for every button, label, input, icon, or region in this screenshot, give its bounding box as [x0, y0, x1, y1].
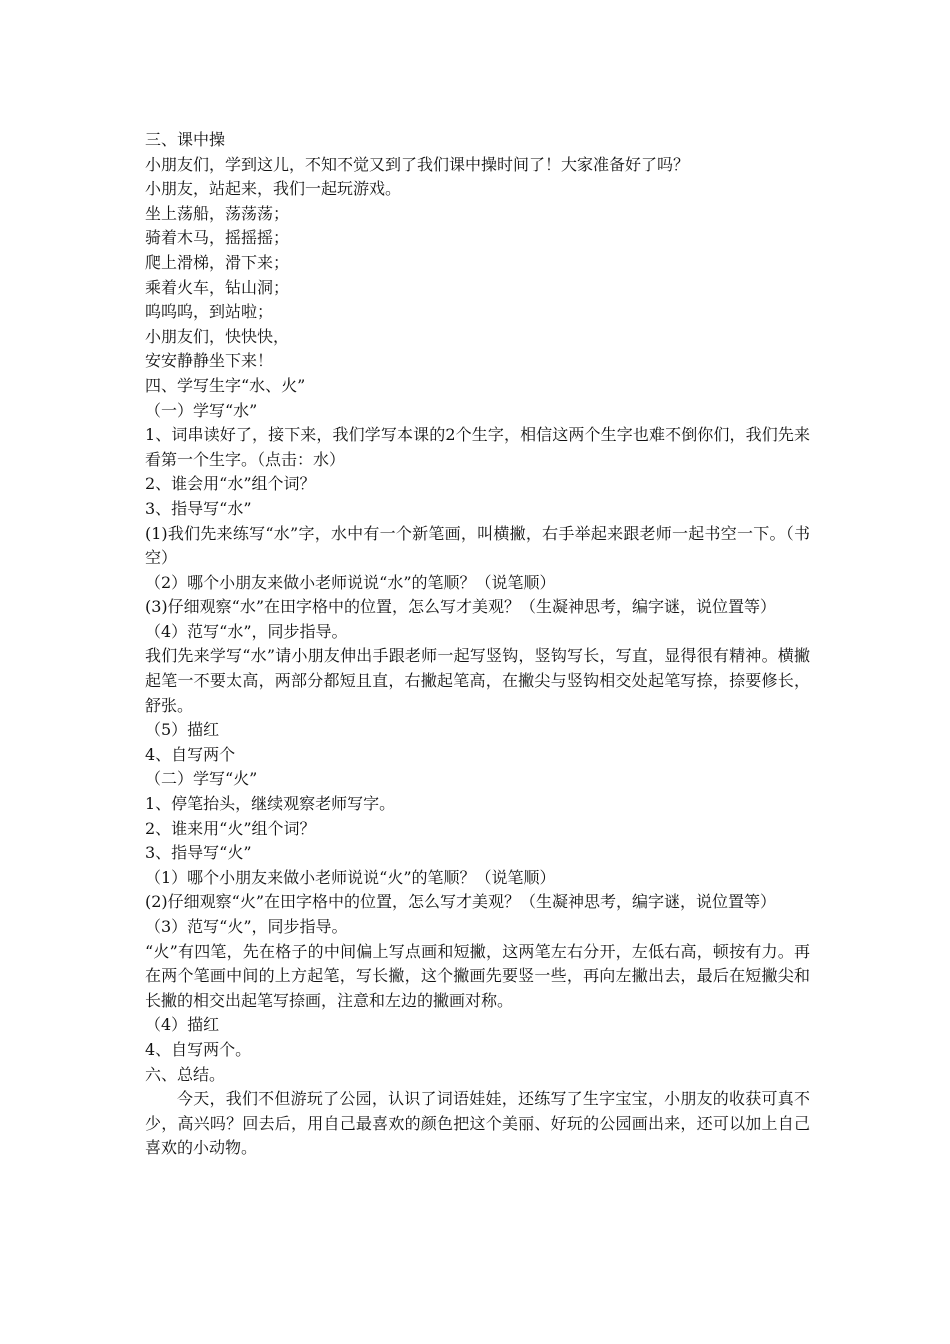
text-line: 1、停笔抬头，继续观察老师写字。	[145, 794, 396, 814]
text-line: 2、谁来用“火”组个词？	[145, 818, 316, 838]
document-body	[145, 128, 810, 1161]
text-paragraph: 我们先来学写“水”请小朋友伸出手跟老师一起写竖钩，竖钩写长，写直，显得很有精神。横撇起笔一不要太高，两部分都短且直，右撇起笔高，在撇尖与竖钩相交处起笔写捺，捺要修长，舒张。	[145, 646, 810, 715]
text-paragraph: 1、词串读好了，接下来，我们学写本课的2个生字，相信这两个生字也难不倒你们，我们先来看第一个生字。（点击：水）	[145, 425, 810, 469]
text-paragraph: (1)我们先来练写“水”字，水中有一个新笔画，叫横撇，右手举起来跟老师一起书空一下。（书空）	[145, 523, 810, 568]
rhyme-line: 小朋友们，快快快，	[145, 326, 290, 346]
text-line: （3）范写“火”，同步指导。	[145, 917, 348, 936]
text-line: （2）哪个小朋友来做小老师说说“水”的笔顺？（说笔顺）	[145, 572, 556, 592]
rhyme-line: 呜呜呜，到站啦；	[145, 302, 274, 322]
summary-paragraph: 今天，我们不但游玩了公园，认识了词语娃娃，还练写了生字宝宝，小朋友的收获可真不少，高兴吗？回去后，用自己最喜欢的颜色把这个美丽、好玩的公园画出来，还可以加上自己喜欢的小动物。	[145, 1089, 810, 1158]
text-line: 2、谁会用“水”组个词？	[145, 474, 316, 494]
text-line: 3、指导写“火”	[145, 843, 252, 863]
text-line: （1）哪个小朋友来做小老师说说“火”的笔顺？（说笔顺）	[145, 867, 556, 887]
text-line: 4、自写两个。	[145, 1039, 252, 1059]
text-line: （5）描红	[145, 720, 220, 740]
section-heading-summary: 六、总结。	[145, 1064, 226, 1084]
rhyme-line: 爬上滑梯，滑下来；	[145, 252, 290, 272]
rhyme-line: 坐上荡船，荡荡荡；	[145, 203, 290, 223]
text-line: 3、指导写“水”	[145, 498, 252, 518]
text-line: 小朋友们，学到这儿，不知不觉又到了我们课中操时间了！大家准备好了吗？	[145, 154, 690, 174]
text-line: 4、自写两个	[145, 744, 236, 764]
rhyme-line: 骑着木马，摇摇摇；	[145, 228, 290, 248]
text-line: （4）描红	[145, 1015, 220, 1035]
text-paragraph: (3)仔细观察“水”在田字格中的位置，怎么写才美观？（生凝神思考，编字谜，说位置等）	[145, 597, 777, 617]
rhyme-line: 乘着火车，钻山洞；	[145, 277, 290, 297]
section-heading-writing: 四、学写生字“水、火”	[145, 375, 306, 395]
text-line: （4）范写“水”，同步指导。	[145, 621, 348, 641]
text-paragraph: (2)仔细观察“火”在田字格中的位置，怎么写才美观？（生凝神思考，编字谜，说位置等）	[145, 892, 777, 912]
subsection-heading-water: （一）学写“水”	[145, 400, 258, 420]
text-line: 小朋友，站起来，我们一起玩游戏。	[145, 179, 402, 199]
section-heading-exercise: 三、课中操	[145, 130, 226, 149]
text-paragraph: “火”有四笔，先在格子的中间偏上写点画和短撇，这两笔左右分开，左低右高，顿按有力。再在两个笔画中间的上方起笔，写长撇，这个撇画先要竖一些，再向左撇出去，最后在短撇尖和长撇的相交出起笔写捺画，注意和左边的撇画对称。	[145, 941, 810, 1010]
rhyme-line: 安安静静坐下来！	[145, 351, 274, 371]
subsection-heading-fire: （二）学写“火”	[145, 769, 258, 789]
